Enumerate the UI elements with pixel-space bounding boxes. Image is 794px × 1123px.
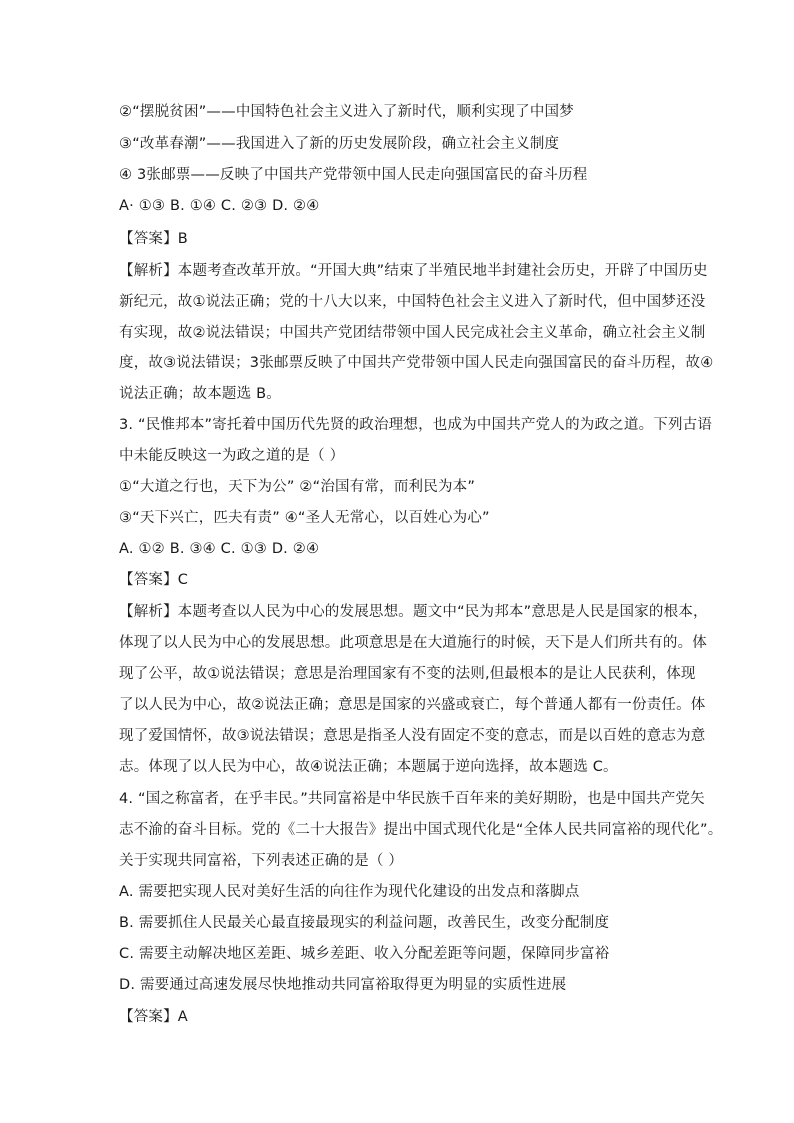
answer-choices-q3: A. ①② B. ③④ C. ①③ D. ②④ [119,541,320,557]
question-4-line-1: 4. “国之称富者，在乎丰民。”共同富裕是中华民族千百年来的美好期盼，也是中国共产党矢 [119,791,705,807]
question-3-options-2: ③“天下兴亡，匹夫有责” ④“圣人无常心，以百姓心为心” [119,510,490,526]
analysis-q3-line-1: 【解析】本题考查以人民为中心的发展思想。题文中“民为邦本”意思是人民是国家的根本， [119,604,708,620]
option-d-q4: D. 需要通过高速发展尽快地推动共同富裕取得更为明显的实质性进展 [119,977,567,993]
analysis-q3-line-3: 现了公平，故①说法错误；意思是治理国家有不变的法则,但最根本的是让人民获利，体现 [119,666,696,682]
analysis-q2-line-3: 有实现，故②说法错误；中国共产党团结带领中国人民完成社会主义革命，确立社会主义制 [119,325,706,341]
answer-q2: 【答案】B [119,231,188,247]
option-c-q4: C. 需要主动解决地区差距、城乡差距、收入分配差距等问题，保障同步富裕 [119,946,610,962]
analysis-q3-line-4: 了以人民为中心，故②说法正确；意思是国家的兴盛或衰亡，每个普通人都有一份责任。体 [119,697,706,713]
option-a-q4: A. 需要把实现人民对美好生活的向往作为现代化建设的出发点和落脚点 [119,884,580,900]
analysis-q2-line-1: 【解析】本题考查改革开放。“开国大典”结束了半殖民地半封建社会历史，开辟了中国历史 [119,263,708,279]
analysis-q3-line-2: 体现了以人民为中心的发展思想。此项意思是在大道施行的时候，天下是人们所共有的。体 [119,635,707,651]
option-line-4: ④ 3张邮票——反映了中国共产党带领中国人民走向强国富民的奋斗历程 [119,167,588,183]
analysis-q3-line-5: 现了爱国情怀，故③说法错误；意思是指圣人没有固定不变的意志，而是以百姓的意志为意 [119,728,706,744]
analysis-q2-line-5: 说法正确；故本题选 B。 [119,386,281,402]
question-3-options-1: ①“大道之行也，天下为公” ②“治国有常，而利民为本” [119,479,476,495]
option-line-2: ②“摆脱贫困”——中国特色社会主义进入了新时代，顺利实现了中国梦 [119,104,574,120]
option-b-q4: B. 需要抓住人民最关心最直接最现实的利益问题，改善民生，改变分配制度 [119,915,610,931]
option-line-3: ③“改革春潮”——我国进入了新的历史发展阶段，确立社会主义制度 [119,136,560,152]
answer-q4: 【答案】A [119,1009,188,1025]
question-3-line-1: 3. “民惟邦本”寄托着中国历代先贤的政治理想，也成为中国共产党人的为政之道。下列古语 [119,417,713,433]
question-3-line-2: 中未能反映这一为政之道的是（ ） [119,448,345,464]
analysis-q2-line-4: 度，故③说法错误；3张邮票反映了中国共产党带领中国人民走向强国富民的奋斗历程，故④ [119,355,714,371]
question-4-line-2: 志不渝的奋斗目标。党的《二十大报告》提出中国式现代化是“全体人民共同富裕的现代化”。 [119,822,723,838]
answer-choices-q2: A· ①③ B. ①④ C. ②③ D. ②④ [119,198,320,214]
analysis-q2-line-2: 新纪元，故①说法正确；党的十八大以来，中国特色社会主义进入了新时代，但中国梦还没 [119,294,706,310]
analysis-q3-line-6: 志。体现了以人民为中心，故④说法正确；本题属于逆向选择，故本题选 C。 [119,759,618,775]
question-4-line-3: 关于实现共同富裕，下列表述正确的是（ ） [119,853,404,869]
answer-q3: 【答案】C [119,572,189,588]
